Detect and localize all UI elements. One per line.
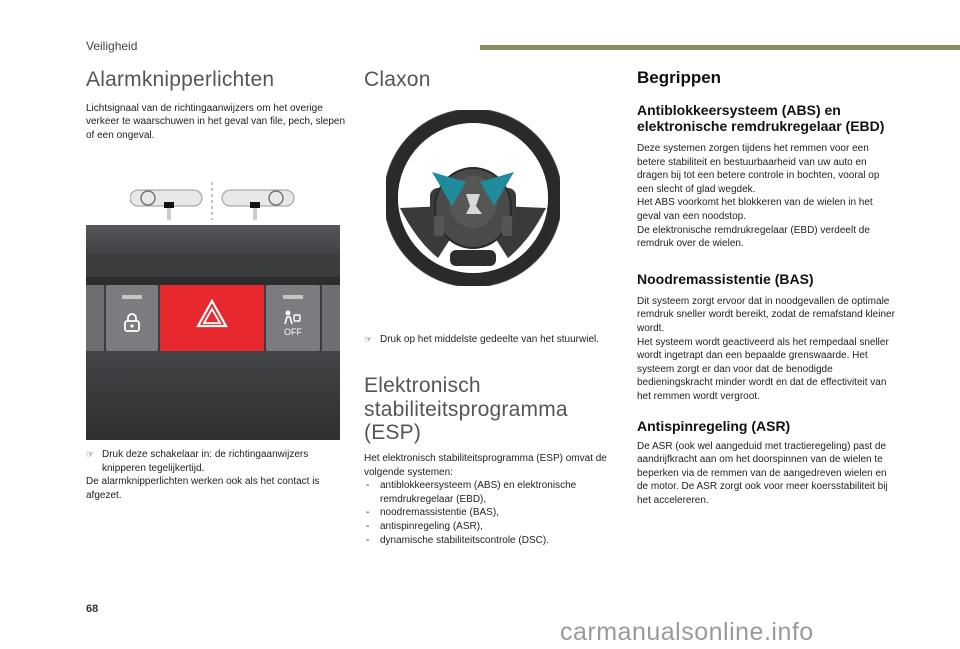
claxon-bullet: ☞ Druk op het middelste gedeelte van het stuurwiel. <box>364 334 600 345</box>
page-number: 68 <box>86 603 99 615</box>
lock-icon <box>123 313 141 333</box>
rear-mirror-illustration <box>130 180 300 222</box>
list-item: - antispinregeling (ASR), <box>364 520 620 534</box>
esp-body <box>364 452 620 547</box>
claxon-instruction <box>364 333 604 347</box>
esp-title: Elektronisch stabiliteitsprogramma (ESP) <box>364 374 568 445</box>
bas-text: Dit systeem zorgt ervoor dat in noodgevallen de optimale remdruk sneller wordt bereikt, zodat de remafstand kleiner wordt. Het systeem wordt geactiveerd als het rempedaal sneller wordt ingetrapt dan een bepaalde grenswaarde. Het systeem zorgt er dan voor dat de benodigde bedieningskracht minder wordt en dat de effectiviteit van het remmen wordt vergroot. <box>637 295 895 402</box>
child-lock-icon <box>282 309 302 325</box>
hazard-triangle-icon <box>196 299 228 329</box>
hazard-instructions <box>86 448 342 502</box>
asr-text: De ASR (ook wel aangeduid met tractieregeling) past de aandrijfkracht aan om het doorspinnen van de wielen te beperken via de remmen van de aangedreven wielen en de motor. De ASR zorgt ook voor meer koersstabiliteit bij het accelereren. <box>637 440 888 506</box>
claxon-title: Claxon <box>364 68 431 91</box>
dashboard-panel-photo <box>86 225 340 440</box>
steering-wheel-illustration <box>386 110 560 286</box>
esp-intro: Het elektronisch stabiliteitsprogramma (ESP) omvat de volgende systemen: <box>364 453 607 478</box>
column-hazard-lights <box>86 68 346 142</box>
hazard-bullet: ☞ Druk deze schakelaar in: de richtingaanwijzers knipperen tegelijkertijd. <box>86 449 309 474</box>
finger-pointer-icon: ☞ <box>364 334 373 344</box>
door-lock-button[interactable] <box>106 285 158 351</box>
bas-heading: Noodremassistentie (BAS) <box>637 270 814 287</box>
hazard-note: De alarmknipperlichten werken ook als het contact is afgezet. <box>86 476 320 501</box>
list-item: - dynamische stabiliteitscontrole (DSC). <box>364 534 620 548</box>
abs-heading: Antiblokkeersysteem (ABS) en elektronische remdrukregelaar (EBD) <box>637 102 885 134</box>
child-lock-off-button[interactable] <box>266 285 320 351</box>
hazard-warning-button[interactable] <box>160 285 264 351</box>
list-item: - antiblokkeersysteem (ABS) en elektronische remdrukregelaar (EBD), <box>364 479 620 506</box>
hazard-lights-intro: Lichtsignaal van de richtingaanwijzers om het overige verkeer te waarschuwen in het geval van file, pech, slepen of een ongeval. <box>86 102 346 141</box>
hazard-lights-title: Alarmknipperlichten <box>86 68 275 91</box>
abs-text: Deze systemen zorgen tijdens het remmen voor een betere stabiliteit en bestuurbaarheid van uw auto en dragen bij tot een betere controle in bochten, vooral op een slecht of glad wegdek. Het ABS voorkomt het blokkeren van de wielen in het geval van een noodstop. De elektronische remdrukregelaar (EBD) verdeelt de remdruk over de wielen. <box>637 143 880 250</box>
section-label: Veiligheid <box>86 39 138 53</box>
watermark: carmanualsonline.info <box>560 618 814 646</box>
off-label: OFF <box>284 327 302 337</box>
section-bar <box>480 45 960 50</box>
esp-systems-list <box>364 479 620 547</box>
list-item: - noodremassistentie (BAS), <box>364 506 620 520</box>
asr-heading: Antispinregeling (ASR) <box>637 417 791 434</box>
finger-pointer-icon: ☞ <box>86 449 95 459</box>
definitions-title: Begrippen <box>637 68 722 87</box>
column-definitions <box>637 68 895 507</box>
